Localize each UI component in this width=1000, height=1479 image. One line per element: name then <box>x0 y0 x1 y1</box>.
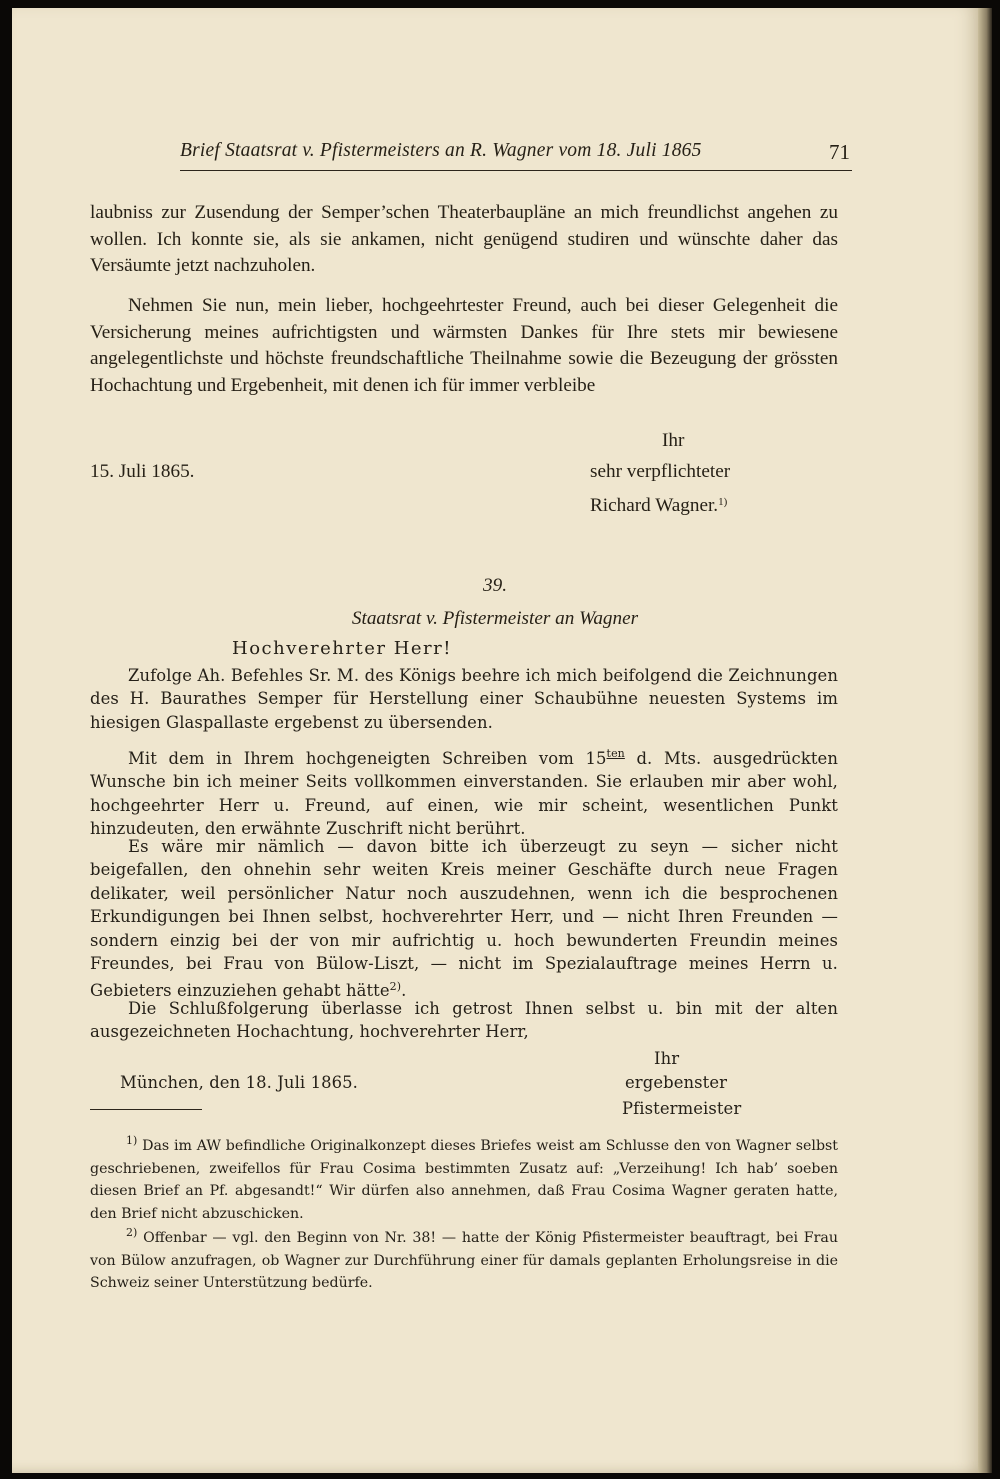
letter2-paragraph-2-start: Mit dem in Ihrem hochgeneigten Schreiben vom 15 <box>128 749 607 768</box>
footnote-2-marker: 2) <box>126 1226 138 1239</box>
letter2-salutation: Hochverehrter Herr! <box>232 638 452 659</box>
letter-heading: Staatsrat v. Pfistermeister an Wagner <box>351 608 639 629</box>
letter2-ordinal-superscript: ten <box>606 747 625 760</box>
letter1-paragraph-2: Nehmen Sie nun, mein lieber, hochgeehrtester Freund, auch bei dieser Gelegenheit die Versicherung meines aufrichtigsten und wärmsten Dankes für Ihre stets mir bewiesene angelegentlichste und höchste freundschaftliche Theilnahme sowie die Bezeugung der grössten Hochachtung und Ergebenheit, mit denen ich für immer verbleibe <box>90 295 838 396</box>
book-page <box>12 8 978 1473</box>
letter2-paragraph-2 <box>90 742 838 841</box>
letter2-signature: Pfistermeister <box>622 1099 742 1118</box>
running-head-title: Brief Staatsrat v. Pfistermeisters an R. Wagner vom 18. Juli 1865 <box>180 140 702 161</box>
letter1-signature-line <box>590 489 727 520</box>
letter2-paragraph-3 <box>90 835 838 1003</box>
footnote-marker-1: 1) <box>718 496 728 508</box>
letter1-date: 15. Juli 1865. <box>90 461 195 482</box>
footnote-1-marker: 1) <box>126 1134 138 1147</box>
footnote-marker-2: 2) <box>389 980 402 994</box>
footnote-2 <box>90 1222 838 1295</box>
letter2-closing-ihr: Ihr <box>654 1049 680 1068</box>
letter2-closing-phrase: ergebenster <box>625 1073 728 1092</box>
letter2-paragraph-3-end: . <box>401 981 407 1001</box>
letter2-date: München, den 18. Juli 1865. <box>120 1073 358 1092</box>
letter1-paragraph-1: laubniss zur Zusendung der Semper’schen Theaterbaupläne an mich freundlichst angehen zu wollen. Ich konnte sie, als sie ankamen, nicht genügend studiren und wünschte daher das Versäumte jetzt nachzuholen. <box>90 202 838 277</box>
page-number: 71 <box>829 140 850 164</box>
letter-number: 39. <box>483 575 507 596</box>
letter2-paragraph-3-text: Es wäre mir nämlich — davon bitte ich überzeugt zu seyn — sicher nicht beigefallen, den ohnehin sehr weiten Kreis meiner Geschäfte durch neue Fragen delikater, weil persönlicher Natur noch auszudehnen, wenn ich die besprochenen Erkundigungen bei Ihnen selbst, hochverehrter Herr, und — nicht Ihren Freunden — sondern einzig bei der von mir aufrichtig u. hoch bewunderten Freundin meines Freundes, bei Frau von Bülow-Liszt, — nicht im Spezialauftrage meines Herrn u. Gebieters einzuziehen gehabt hätte <box>90 837 838 1001</box>
footnote-1 <box>90 1130 838 1225</box>
running-header <box>180 136 852 171</box>
letter1-closing-ihr: Ihr <box>662 430 685 451</box>
letter1-closing-phrase: sehr verpflichteter <box>590 461 731 482</box>
letter1-signature: Richard Wagner. <box>590 495 719 516</box>
footnote-2-text: Offenbar — vgl. den Beginn von Nr. 38! — hatte der König Pfistermeister beauftragt, bei Frau von Bülow anzufragen, ob Wagner zur Durchführung einer für damals geplanten Erholungsreise in die Schweiz seiner Unterstützung bedürfe. <box>90 1230 839 1292</box>
footnote-1-text: Das im AW befindliche Originalkonzept dieses Briefes weist am Schlusse den von Wagner selbst geschriebenen, zweifellos für Frau Cosima bestimmten Zusatz auf: „Verzeihung! Ich hab’ soeben diesen Brief an Pf. abgesandt!“ Wir dürfen also annehmen, daß Frau Cosima Wagner geraten hatte, den Brief nicht abzuschicken. <box>90 1138 839 1222</box>
letter2-paragraph-2-rest: d. Mts. ausgedrückten Wunsche bin ich meiner Seits vollkommen einverstanden. Sie erlauben mir aber wohl, hochgeehrter Herr u. Freund, auf einen, wie mir scheint, wesentlichen Punkt hinzudeuten, den erwähnte Zuschrift nicht berührt. <box>90 749 838 839</box>
letter2-paragraph-4: Die Schlußfolgerung überlasse ich getrost Ihnen selbst u. bin mit der alten ausgezeichneten Hochachtung, hochverehrter Herr, <box>90 999 838 1042</box>
footnote-separator <box>90 1109 202 1110</box>
page-edge-shadow <box>978 8 992 1473</box>
letter2-paragraph-1: Zufolge Ah. Befehles Sr. M. des Königs beehre ich mich beifolgend die Zeichnungen des H. Baurathes Semper für Herstellung einer Schaubühne neuesten Systems im hiesigen Glaspallaste ergebenst zu übersenden. <box>90 666 838 732</box>
